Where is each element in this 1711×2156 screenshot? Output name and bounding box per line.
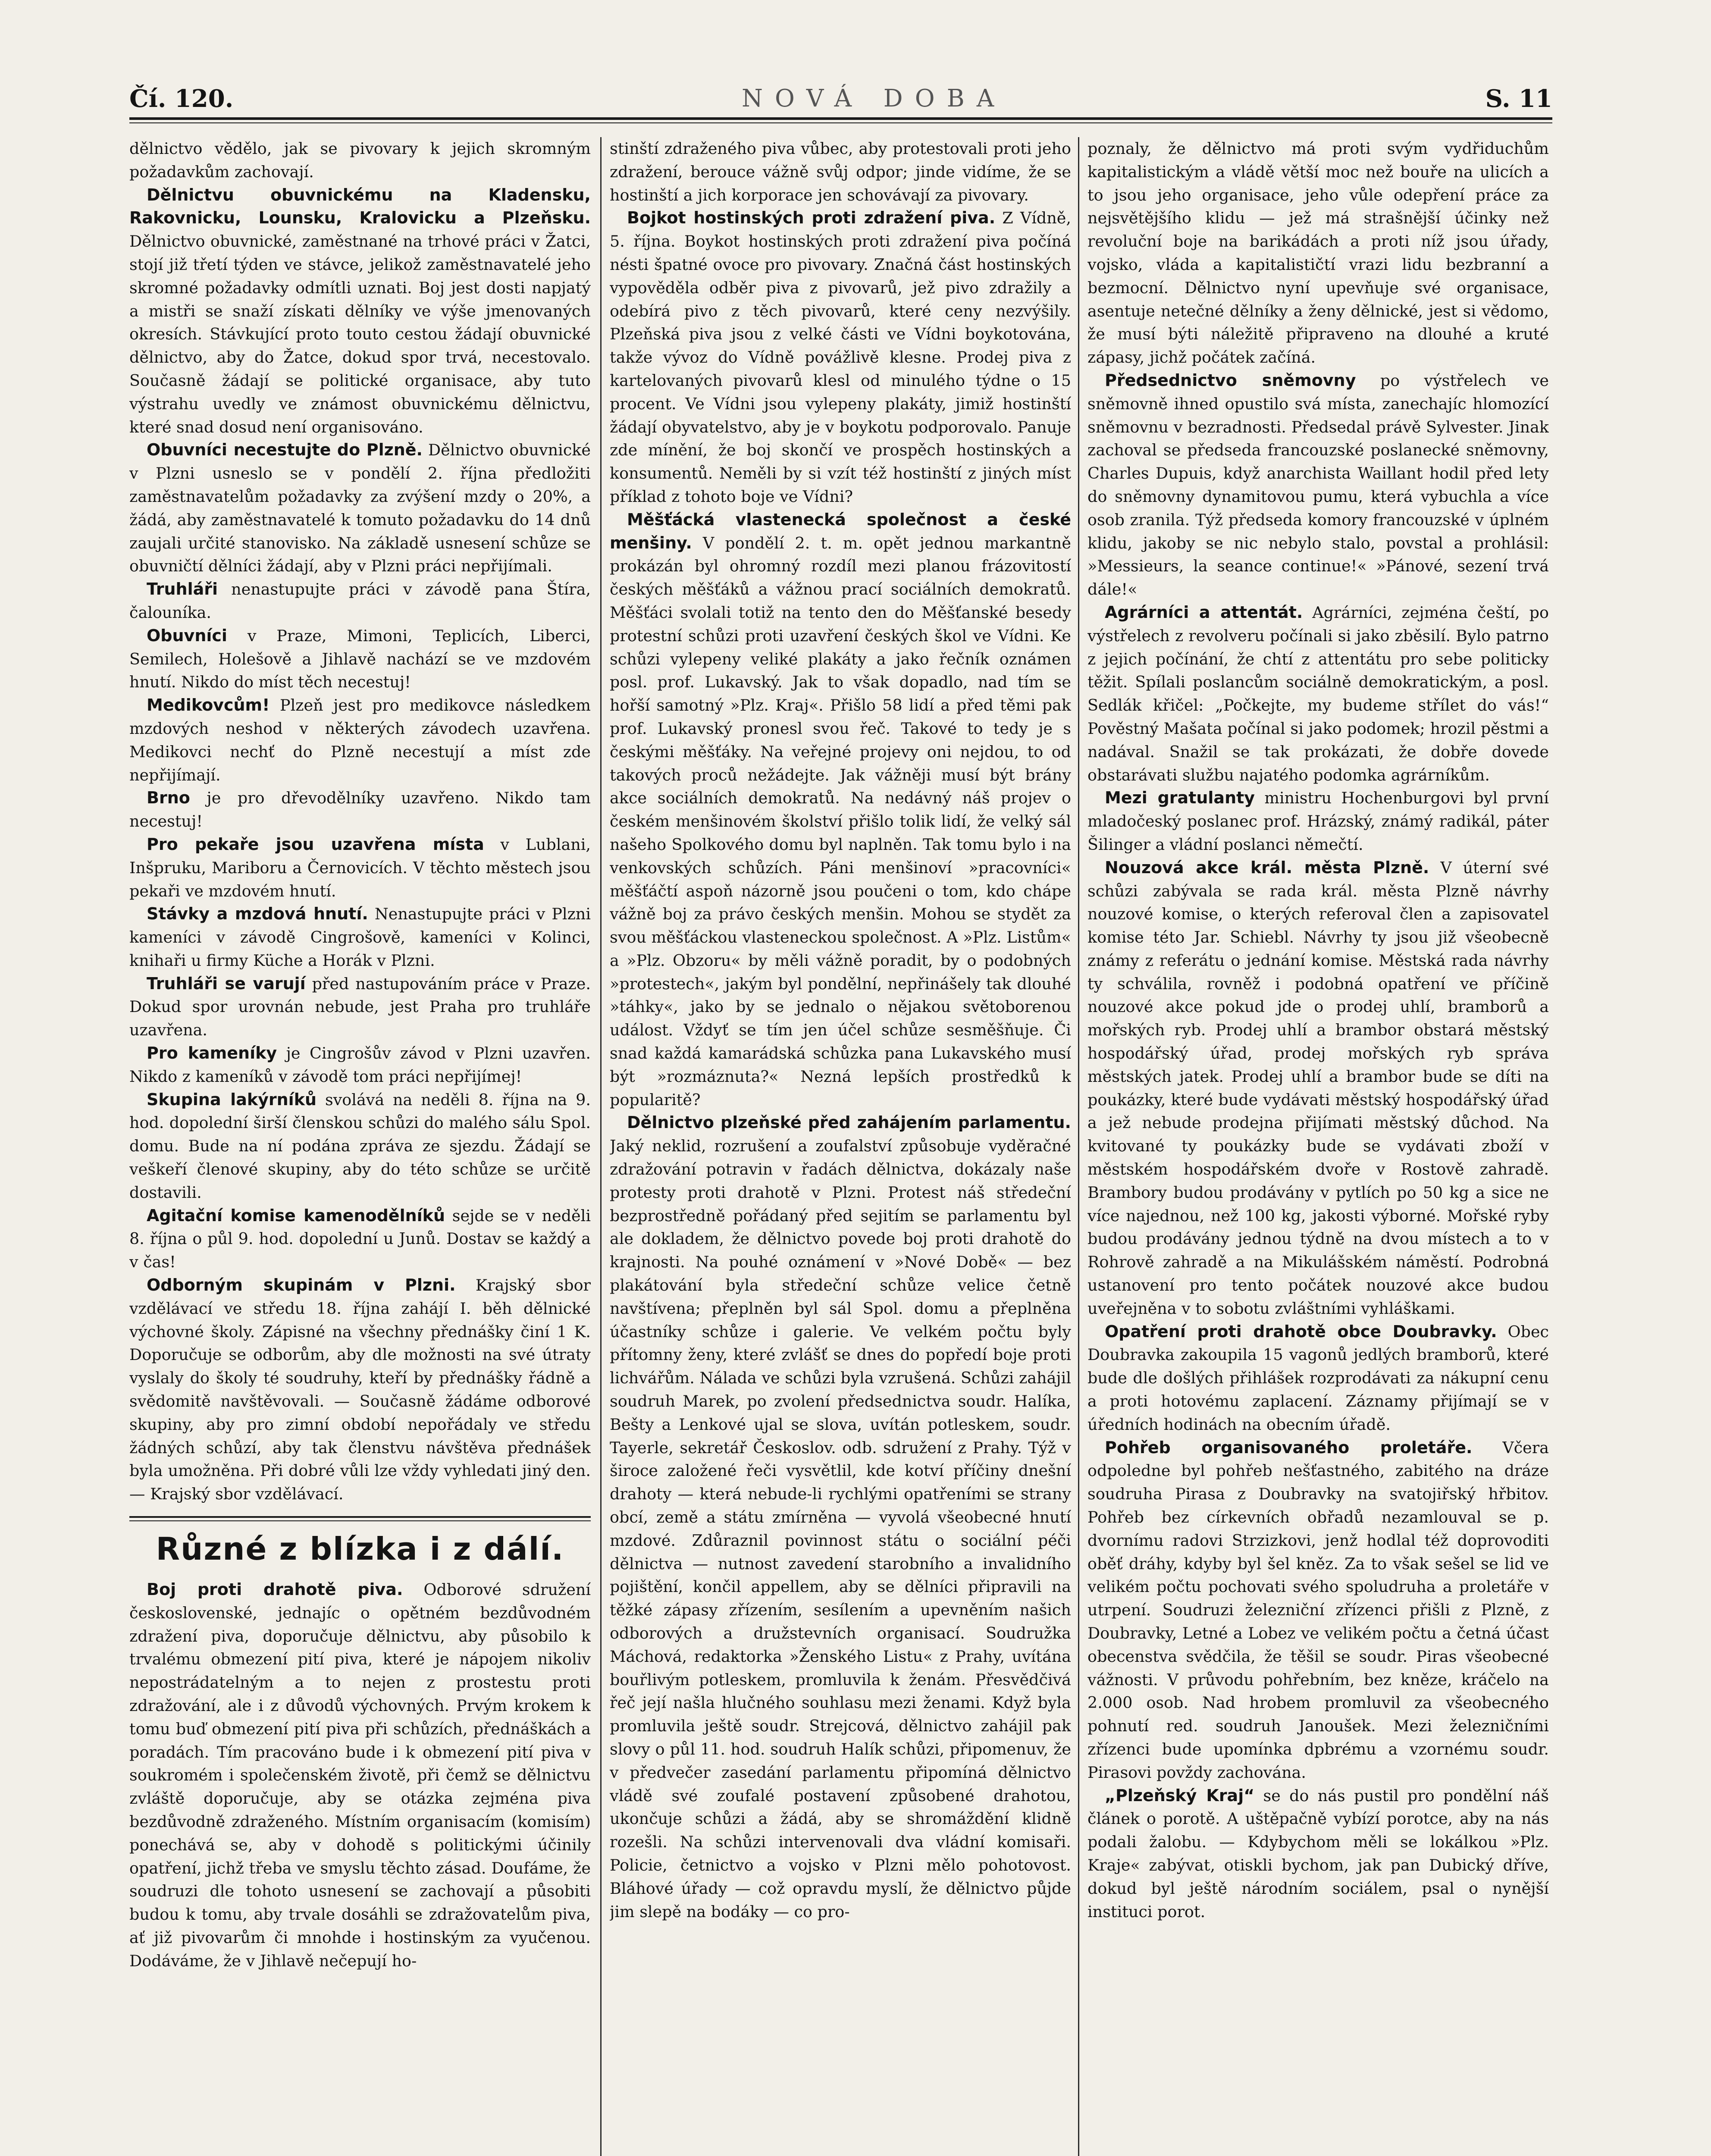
masthead-title: NOVÁ DOBA bbox=[742, 85, 1006, 113]
article-paragraph bbox=[1087, 601, 1549, 787]
article-paragraph bbox=[610, 508, 1071, 1112]
column-1 bbox=[129, 137, 591, 2156]
article-text: Jaký neklid, rozrušení a zoufalství způsobuje vyděračné zdražování potravin v řadách dělnictva, dokázaly naše protesty proti drahotě v Plzni. Protest náš středeční bezprostředně pořádaný před sejitím se parlamentu byl ale dokladem, že dělnictvo povede boj proti drahotě do krajnosti. Na pouhé oznámení v »Nové Době« — bez plakátování byla středeční schůze velice četně navštívena; přeplněn byl sál Spol. domu a přeplněna účastníky schůze i galerie. Ve velkém počtu byly přítomny ženy, které zvlášť se dnes do popředí boje proti lichvářům. Nálada ve schůzi byla vzrušená. Schůzi zahájil soudruh Marek, po zvolení předsednictva soudr. Halíka, Bešty a Lenkové ujal se slova, uvítán potleskem, soudr. Tayerle, sekretář Českoslov. odb. sdružení z Prahy. Týž v široce založené řeči vysvětlil, kde kotví příčiny dnešní drahoty — která nebude-li rychlými opatřeními se strany obcí, země a státu zmírněna — vyvolá všeobecné hnutí mzdové. Zdůraznil povinnost státu o sociální péči dělnictva — nutnost zavedení starobního a invalidního pojištění, končil appellem, aby se dělníci připravili na těžké zápasy zřízením, sesílením a upevněním našich odborových a družstevních organisací. Soudružka Máchová, redaktorka »Ženského Listu« z Prahy, uvítána bouřlivým potleskem, promluvila k ženám. Přesvědčivá řeč její našla hlučného souhlasu mezi ženami. Když byla promluvila ještě soudr. Strejcová, dělnictvo zahájil pak slovy o půl 11. hod. soudruh Halík schůzi, připomenuv, že v předvečer zasedání parlamentu připomíná dělnictvo vládě své zoufalé postavení způsobené drahotou, ukončuje schůzi a žádá, aby se shromáždění klidně rozešli. Na schůzi intervenovali dva vládní komisaři. Policie, četnictvo a vojsko v Plzni mělo pohotovost. Bláhové úřady — což opravdu myslí, že dělnictvo půjde jim slepě na bodáky — co pro- bbox=[610, 1137, 1071, 1921]
article-heading: Agitační komise kamenodělníků bbox=[147, 1206, 445, 1225]
article-heading: Měšťácká vlastenecká společnost a české menšiny. bbox=[610, 510, 1071, 552]
article-heading: Skupina lakýrníků bbox=[147, 1090, 317, 1109]
article-heading: Mezi gratulanty bbox=[1105, 788, 1255, 808]
article-heading: Pro kameníky bbox=[147, 1044, 277, 1063]
article-text: nenastupujte práci v závodě pana Štíra, čalouníka. bbox=[129, 580, 591, 622]
article-paragraph bbox=[1087, 369, 1549, 601]
article-text: Krajský sbor vzdělávací ve středu 18. října zahájí I. běh dělnické výchovné školy. Zápisné na všechny přednášky činí 1 K. Doporučuje se odborům, aby dle možnosti na své útraty vyslaly do školy té soudruhy, kteří by přednášky řádně a svědomitě navštěvovali. — Současně žádáme odborové skupiny, aby pro zimní období nepořádaly ve středu žádných schůzí, aby tak členstvu návštěva přednášek byla umožněna. Při dobré vůli lze vždy vyhledati jiný den. — Krajský sbor vzdělávací. bbox=[129, 1276, 591, 1504]
article-text: Dělnictvo obuvnické v Plzni usneslo se v pondělí 2. října předložiti zaměstnavatelům požadavky za zvýšení mzdy o 20%, a žádá, aby zaměstnavatelé k tomuto požadavku do 14 dnů zaujali určité stanovisko. Na základě usnesení schůze se obuvničtí dělníci žádají, aby v Plzni práci nepřijímali. bbox=[129, 441, 591, 576]
article-heading: Dělnictvo plzeňské před zahájením parlamentu. bbox=[627, 1113, 1071, 1132]
article-paragraph bbox=[610, 137, 1071, 207]
article-heading: „Plzeňský Kraj“ bbox=[1105, 1786, 1255, 1805]
article-text: V úterní své schůzi zabývala se rada král. města Plzně návrhy nouzové komise, o kterých referoval člen a zapisovatel komise této Jar. Schiebl. Návrhy ty jsou již všeobecně známy z referátu o jednání komise. Městská rada návrhy ty schválila, rovněž i podobná opatření ve příčině nouzové akce pokud jde o prodej uhlí, bramborů a mořských ryb. Prodej uhlí a brambor obstará městský hospodářský úřad, prodej mořských ryb správa městských jatek. Prodej uhlí a brambor bude se díti na poukázky, které bude vydávati městský hospodářský úřad a jež nebude prodejna přijímati městský důchod. Na kvitované ty poukázky bude se vydávati zboží v městském hospodářském dvoře v Rostově zahradě. Brambory budou prodávány v pytlích po 50 kg a sice ne více najednou, než 100 kg, jakosti výborné. Mořské ryby budou prodávány jednou týdně na dvou místech a to v Rohrově zahradě a na Mikulášském náměstí. Podrobná ustanovení pro tento počátek nouzové akce budou uveřejněna v to sobotu zvláštními vyhláškami. bbox=[1087, 858, 1549, 1318]
article-text: je pro dřevodělníky uzavřeno. Nikdo tam necestuj! bbox=[129, 789, 591, 831]
article-paragraph bbox=[129, 1204, 591, 1274]
article-paragraph bbox=[129, 1088, 591, 1204]
article-paragraph bbox=[129, 903, 591, 972]
page-number: Čí. 120. bbox=[129, 85, 234, 113]
article-paragraph bbox=[129, 578, 591, 624]
article-paragraph bbox=[129, 1274, 591, 1506]
article-text: dělnictvo vědělo, jak se pivovary k jejich skromným požadavkům zachovají. bbox=[129, 139, 591, 181]
article-text: Z Vídně, 5. října. Boykot hostinských proti zdražení piva počíná nésti špatné ovoce pro pivovary. Značná část hostinských vypověděla odběr piva z pivovarů, jež pivo zdražily a odebírá pivo z těch pivovarů, které ceny nezvýšily. Plzeňská piva jsou z velké části ve Vídni boykotována, takže vývoz do Vídně povážlivě klesne. Prodej piva z kartelovaných pivovarů klesl od minulého týdne o 15 procent. Ve Vídni jsou vylepeny plakáty, jimiž hostinští žádají obyvatelstvo, aby je v boykotu podporovalo. Panuje zde mínění, že boj skončí ve prospěch hostinských a konsumentů. Neměli by si vzít též hostinští z jiných míst příklad z tohoto boje ve Vídni? bbox=[610, 209, 1071, 506]
column-3 bbox=[1087, 137, 1549, 2156]
article-heading: Medikovcům! bbox=[147, 696, 270, 715]
article-text: Dělnictvo obuvnické, zaměstnané na trhové práci v Žatci, stojí již třetí týden ve stávce, jelikož zaměstnavatelé jeho skromné požadavky odmítli uznati. Boj jest dosti napjatý a mistři se snaží získati dělníky ve výše jmenovaných okresích. Stávkující proto touto cestou žádají obuvnické dělnictvo, aby do Žatce, dokud spor trvá, necestovalo. Současně žádají se politické organisace, aby tuto výstrahu uvedly ve známost obuvnickému dělnictvu, které snad dosud není organisováno. bbox=[129, 232, 591, 436]
article-text: před nastupováním práce v Praze. Dokud spor urovnán nebude, jest Praha pro truhláře uzavřena. bbox=[129, 974, 591, 1040]
article-heading: Nouzová akce král. města Plzně. bbox=[1105, 858, 1429, 877]
article-text: po výstřelech ve sněmovně ihned opustilo svá místa, zanechajíc hlomozící sněmovnu v bezradnosti. Předsedal právě Sylvester. Jinak zachoval se předseda francouzské poslanecké sněmovny, Charles Dupuis, když anarchista Waillant hodil před lety do sněmovny dynamitovou pumu, která vybuchla a více osob zranila. Týž předseda komory francouzské v úplném klidu, jakoby se nic nebylo stalo, povstal a prohlásil: »Messieurs, la seance continue!« »Pánové, sezení trvá dále!« bbox=[1087, 371, 1549, 599]
article-heading: Předsednictvo sněmovny bbox=[1105, 370, 1356, 390]
article-paragraph bbox=[129, 972, 591, 1042]
article-heading: Brno bbox=[147, 788, 190, 808]
article-text: sejde se v neděli 8. října o půl 9. hod. dopolední u Junů. Dostav se každý a v čas! bbox=[129, 1206, 591, 1272]
article-paragraph bbox=[610, 207, 1071, 508]
article-text: Agrárníci, zejména čeští, po výstřelech z revolveru počínali si jako zběsilí. Bylo patrno z jejich počínání, že chtí z attentátu pro sebe politicky těžit. Spílali poslancům sociálně demokratickým, a posl. Sedlák křičel: „Počkejte, my budeme střílet do vás!“ Pověstný Mašata počínal si jako podomek; hrozil pěstmi a nadával. Snažil se tak prokázati, že dobře dovede obstarávati službu najatého podomka agrárníkům. bbox=[1087, 603, 1549, 784]
article-heading: Truhláři bbox=[147, 580, 218, 599]
article-text: se do nás pustil pro pondělní náš článek o porotě. A uštěpačně vybízí porotce, aby na nás podali žalobu. — Kdybychom měli se lokálkou »Plz. Kraje« zabývat, otiskli bychom, jak pan Dubický dříve, dokud byl ještě národním sociálem, psal o nynější instituci porot. bbox=[1087, 1786, 1549, 1921]
article-text: stinští zdraženého piva vůbec, aby protestovali proti jeho zdražení, berouce vážně svůj odpor; jinde vidíme, že se hostinští a jich korporace jen schovávají za pivovary. bbox=[610, 139, 1071, 204]
article-paragraph bbox=[1087, 856, 1549, 1320]
article-paragraph bbox=[1087, 1320, 1549, 1436]
column-divider bbox=[600, 137, 602, 2156]
article-heading: Boj proti drahotě piva. bbox=[147, 1580, 403, 1599]
article-text: v Praze, Mimoni, Teplicích, Liberci, Semilech, Holešově a Jihlavě nachází se ve mzdovém hnutí. Nikdo do míst těch necestuj! bbox=[129, 626, 591, 692]
article-heading: Bojkot hostinských proti zdražení piva. bbox=[627, 208, 996, 228]
article-paragraph bbox=[1087, 137, 1549, 369]
section-rule bbox=[129, 1516, 591, 1518]
article-heading: Dělnictvu obuvnickému na Kladensku, Rakovnicku, Lounsku, Kralovicku a Plzeňsku. bbox=[129, 185, 591, 228]
section-rule-thin bbox=[129, 1520, 591, 1521]
article-paragraph bbox=[129, 694, 591, 787]
article-paragraph bbox=[129, 833, 591, 903]
column-divider bbox=[1078, 137, 1079, 2156]
article-heading: Agrárníci a attentát. bbox=[1105, 602, 1303, 622]
article-text: svolává na neděli 8. října na 9. hod. dopolední širší členskou schůzi do malého sálu Spol. domu. Bude na ní podána zpráva ze sjezdu. Žádají se veškeří členové skupiny, aby do této schůze se určitě dostavili. bbox=[129, 1090, 591, 1202]
article-text: je Cingrošův závod v Plzni uzavřen. Nikdo z kameníků v závodě tom práci nepřijímej! bbox=[129, 1044, 591, 1086]
article-paragraph bbox=[129, 1042, 591, 1088]
section-heading: Různé z blízka i z dálí. bbox=[156, 1531, 564, 1567]
article-paragraph bbox=[129, 1578, 591, 1973]
article-paragraph bbox=[1087, 1784, 1549, 1924]
article-heading: Odborným skupinám v Plzni. bbox=[147, 1275, 456, 1295]
header-rule-thin bbox=[129, 122, 1552, 123]
article-text: Plzeň jest pro medikovce následkem mzdových neshod v některých závodech uzavřena. Medikovci nechť do Plzně necestují a míst zde nepřijímají. bbox=[129, 696, 591, 784]
article-text: ministru Hochenburgovi byl první mladočeský poslanec prof. Hrázský, známý radikál, páter Šilinger a vládní poslanci němečtí. bbox=[1087, 789, 1549, 854]
article-paragraph bbox=[129, 137, 591, 184]
article-text: poznaly, že dělnictvo má proti svým vydřiduchům kapitalistickým a vládě větší moc než bouře na ulicích a to jsou jeho organisace, jeho vůle odepření práce za nejsvětějšího klidu — jež má strašnější účinky než revoluční boje na barikádách a proti níž jsou úřady, vojsko, vláda a kapitalističtí vrazi lidu bezbranní a bezmocní. Dělnictvo nyní upevňuje své organisace, asentuje netečné dělníky a ženy dělnické, jest si vědomo, že musí býti náležitě připraveno na dlouhé a kruté zápasy, jichž počátek začíná. bbox=[1087, 139, 1549, 367]
article-text: v Lublani, Inšpruku, Mariboru a Černovicích. V těchto městech jsou pekaři ve mzdovém hnutí. bbox=[129, 835, 591, 900]
article-text: Nenastupujte práci v Plzni kameníci v závodě Cingrošově, kameníci v Kolinci, knihaři u firmy Küche a Horák v Plzni. bbox=[129, 905, 591, 970]
article-heading: Pro pekaře jsou uzavřena místa bbox=[147, 834, 484, 854]
article-heading: Pohřeb organisovaného proletáře. bbox=[1105, 1438, 1473, 1457]
article-text: Včera odpoledne byl pohřeb nešťastného, zabitého na dráze soudruha Pirasa z Doubravky na svatojiřský hřbitov. Pohřeb bez církevních obřadů nezamlouval se p. dvornímu radovi Strzizkovi, jenž hodlal též doprovoditi oběť dráhy, kdyby byl šel kněz. Za to však sešel se lid ve velikém počtu pochovati svého spoludruha a proletáře v utrpení. Soudruzi železniční zřízenci přišli z Plzně, z Doubravky, Letné a Lobez ve velikém počtu a četná účast obecenstva svědčila, že těšil se soudr. Piras všeobecné vážnosti. V průvodu pohřebním, bez kněze, kráčelo na 2.000 osob. Nad hrobem promluvil za všeobecného pohnutí red. soudruh Janoušek. Mezi železničními zřízenci bude upomínka dpbrému a vzornému soudr. Pirasovi povždy zachována. bbox=[1087, 1438, 1549, 1782]
article-paragraph bbox=[129, 184, 591, 439]
article-heading: Obuvníci necestujte do Plzně. bbox=[147, 440, 423, 460]
column-2 bbox=[610, 137, 1071, 2156]
article-heading: Opatření proti drahotě obce Doubravky. bbox=[1105, 1322, 1497, 1341]
article-heading: Stávky a mzdová hnutí. bbox=[147, 904, 368, 924]
article-paragraph bbox=[610, 1111, 1071, 1923]
article-text: V pondělí 2. t. m. opět jednou markantně prokázán byl ohromný rozdíl mezi planou frázovitostí českých měšťáků a vážnou prací sociálních demokratů. Měšťáci svolali totiž na tento den do Měšťanské besedy protestní schůzi proti uzavření českých škol ve Vídni. Ke schůzi vylepeny veliké plakáty a jako řečník oznámen posl. prof. Lukavský. Jak to však dopadlo, nad tím se hořší samotný »Plz. Kraj«. Přišlo 58 lidí a před těmi pak prof. Lukavský pronesl svou řeč. Takové to tedy je s českými měšťáky. Na veřejné projevy oni nejdou, to od takových proců nežádejte. Jak vážněji musí být brány akce sociálních demokratů. Na nedávný náš projev o českém menšinovém školství přišlo tolik lidí, že velký sál našeho Spolkového domu byl naplněn. Tak tomu bylo i na venkovských schůzích. Páni menšinoví »pracovníci« měšťáčtí aspoň názorně jsou poučeni o tom, kdo chápe vážně boj za právo českých menšin. Mohou se stydět za svou měšťáckou vlasteneckou společnost. A »Plz. Listům« a »Plz. Obzoru« by měli vážně poradit, by o podobných »protestech«, jakým byl pondělní, nepřinášely tak dlouhé »táhky«, jako by se jednalo o nějakou světoborenou událost. Vždyť se tím jen účel schůze sesměšňuje. Či snad každá kamarádská schůzka pana Lukavského musí být »rozmáznuta?« Nezná lepších prostředků k popularitě? bbox=[610, 533, 1071, 1109]
article-text: Obec Doubravka zakoupila 15 vagonů jedlých bramborů, které bude dle došlých přihlášek rozprodávati za nákupní cenu a proti hotovému zaplacení. Záznamy přijímají se v úředních hodinách na obecním úřadě. bbox=[1087, 1322, 1549, 1434]
article-heading: Truhláři se varují bbox=[147, 974, 306, 993]
article-paragraph bbox=[1087, 1436, 1549, 1784]
article-paragraph bbox=[1087, 787, 1549, 856]
header-rule bbox=[129, 117, 1552, 120]
article-text: Odborové sdružení československé, jednajíc o opětném bezdůvodném zdražení piva, doporučuje dělnictvu, aby působilo k trvalému obmezení pití piva, které je nápojem nikoliv nepostrádatelným a to nejen z prostestu proti zdražování, ale i z důvodů výchovných. Prvým krokem k tomu buď obmezení pití piva při schůzích, přednáškách a poradách. Tím pracováno bude i k obmezení pití piva v soukromém i společenském životě, při čemž se dělnictvu zvláště doporučuje, aby se otázka zejména piva bezdůvodně zdraženého. Místním organisacím (komisím) ponechává se, aby v dohodě s politickými účinily opatření, jichž třeba ve smyslu těchto zásad. Doufáme, že soudruzi dle tohoto usnesení se zachovají a působiti budou k tomu, aby trvale dosáhli se zdražovatelům piva, ať již pivovarům či mnohde i hostinským za vyučenou. Dodáváme, že v Jihlavě nečepují ho- bbox=[129, 1580, 591, 1970]
sheet-number: S. 11 bbox=[1485, 85, 1552, 113]
article-paragraph bbox=[129, 787, 591, 833]
article-heading: Obuvníci bbox=[147, 626, 227, 645]
article-paragraph bbox=[129, 439, 591, 578]
article-paragraph bbox=[129, 624, 591, 694]
